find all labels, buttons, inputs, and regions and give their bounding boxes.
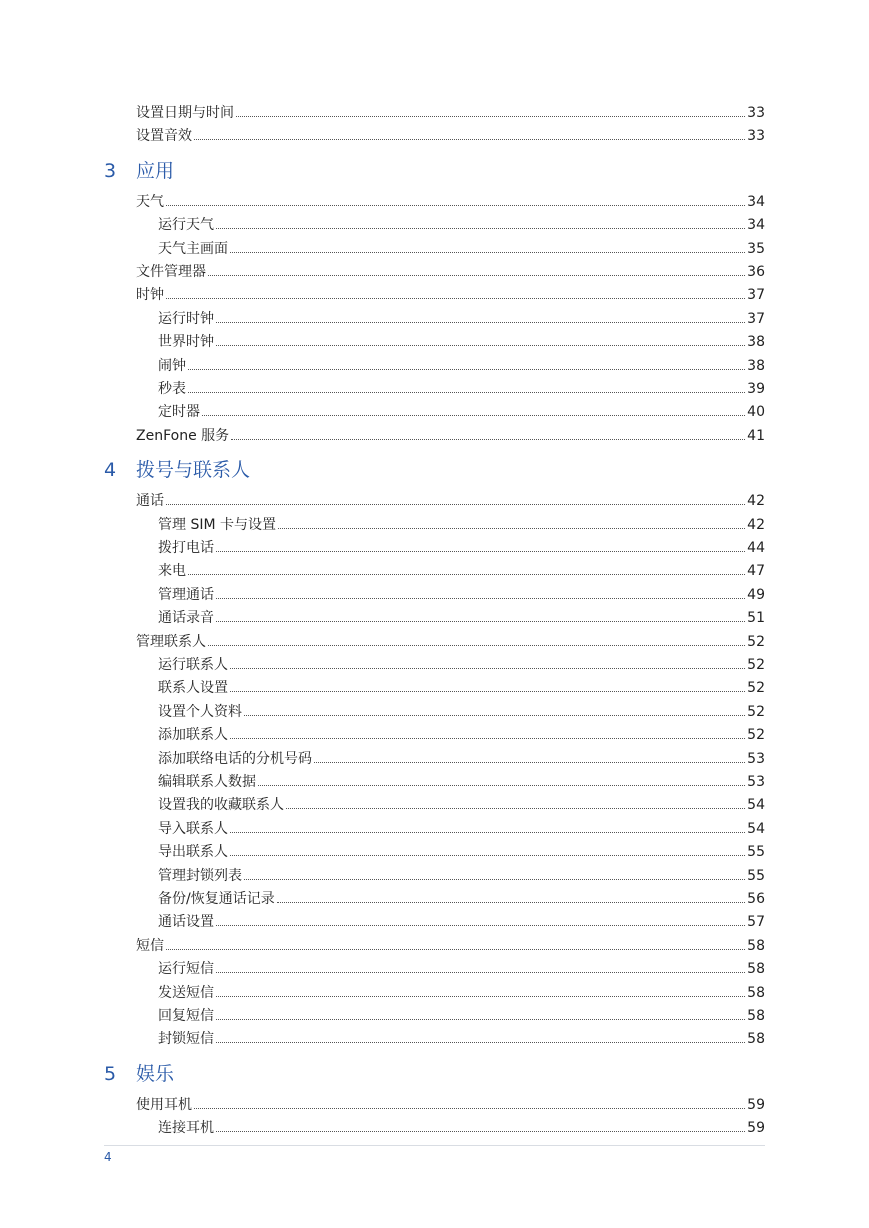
dot-leader xyxy=(166,949,745,950)
toc-entry[interactable] xyxy=(136,259,765,281)
dot-leader xyxy=(216,621,745,622)
toc-entry-page: 35 xyxy=(747,240,765,257)
toc-entry[interactable] xyxy=(158,746,765,768)
toc-entry-label: 添加联系人 xyxy=(158,727,228,744)
dot-leader xyxy=(277,902,745,903)
toc-entry-label: 短信 xyxy=(136,937,164,954)
toc-entry-page: 58 xyxy=(747,1031,765,1048)
toc-entry-page: 34 xyxy=(747,193,765,210)
chapter-title: 娱乐 xyxy=(136,1062,175,1085)
toc-entry-label: 天气 xyxy=(136,193,164,210)
toc-entry[interactable] xyxy=(136,189,765,211)
chapter-number: 3 xyxy=(104,159,117,182)
toc-entry[interactable] xyxy=(136,123,765,145)
toc-entry-page: 52 xyxy=(747,680,765,697)
toc-entry-label: 添加联络电话的分机号码 xyxy=(158,750,312,767)
dot-leader xyxy=(216,228,745,229)
toc-entry[interactable] xyxy=(158,329,765,351)
toc-entry-label: 导入联系人 xyxy=(158,820,228,837)
toc-entry[interactable] xyxy=(136,629,765,651)
toc-entry[interactable] xyxy=(158,212,765,234)
toc-entry[interactable] xyxy=(136,282,765,304)
toc-entry-page: 49 xyxy=(747,586,765,603)
toc-entry-page: 37 xyxy=(747,310,765,327)
toc-entry-page: 52 xyxy=(747,657,765,673)
toc-entry-page: 51 xyxy=(747,610,765,627)
toc-entry[interactable] xyxy=(158,816,765,838)
toc-entry-label: 管理封锁列表 xyxy=(158,867,242,884)
toc-entry[interactable] xyxy=(158,558,765,580)
toc-entry-label: 设置日期与时间 xyxy=(136,105,234,121)
toc-entry-page: 38 xyxy=(747,357,765,374)
dot-leader xyxy=(286,808,745,809)
toc-entry-page: 47 xyxy=(747,563,765,580)
toc-entry[interactable] xyxy=(158,956,765,978)
toc-entry-page: 33 xyxy=(747,128,765,145)
toc-entry[interactable] xyxy=(158,399,765,421)
dot-leader xyxy=(194,1108,745,1109)
toc-entry-page: 40 xyxy=(747,404,765,421)
toc-entry-label: 闹钟 xyxy=(158,357,186,374)
chapter-number: 4 xyxy=(104,459,117,482)
chapter-title: 拨号与联系人 xyxy=(136,459,251,482)
footer-divider xyxy=(104,1145,765,1146)
dot-leader xyxy=(230,252,745,253)
dot-leader xyxy=(244,715,745,716)
toc-entry[interactable] xyxy=(158,769,765,791)
toc-entry[interactable] xyxy=(136,933,765,955)
dot-leader xyxy=(202,415,745,416)
dot-leader xyxy=(216,551,745,552)
toc-entry-label: 运行联系人 xyxy=(158,657,228,673)
toc-entry-page: 34 xyxy=(747,217,765,234)
toc-entry[interactable] xyxy=(136,1092,765,1114)
toc-entry-label: 通话录音 xyxy=(158,610,214,627)
chapter-heading xyxy=(0,1060,765,1086)
toc-entry-page: 55 xyxy=(747,867,765,884)
toc-entry-page: 42 xyxy=(747,493,765,510)
toc-entry-label: 管理通话 xyxy=(158,586,214,603)
toc-entry-label: 管理联系人 xyxy=(136,633,206,650)
toc-entry[interactable] xyxy=(158,1026,765,1048)
toc-entry-page: 59 xyxy=(747,1096,765,1113)
toc-entry-label: 发送短信 xyxy=(158,984,214,1001)
toc-entry-label: 设置个人资料 xyxy=(158,703,242,720)
toc-entry-label: 备份/恢复通话记录 xyxy=(158,891,275,907)
dot-leader xyxy=(216,322,745,323)
toc-entry-label: 定时器 xyxy=(158,404,200,421)
dot-leader xyxy=(216,996,745,997)
dot-leader xyxy=(258,785,745,786)
toc-entry-label: 连接耳机 xyxy=(158,1120,214,1137)
toc-entry-label: 管理 SIM 卡与设置 xyxy=(158,516,276,533)
dot-leader xyxy=(166,205,745,206)
toc-entry[interactable] xyxy=(158,582,765,604)
dot-leader xyxy=(230,855,745,856)
dot-leader xyxy=(216,345,745,346)
toc-entry-page: 52 xyxy=(747,703,765,720)
toc-entry-page: 42 xyxy=(747,516,765,533)
toc-entry[interactable] xyxy=(158,512,765,534)
toc-entry-label: 编辑联系人数据 xyxy=(158,774,256,790)
toc-entry[interactable] xyxy=(136,423,765,445)
toc-entry[interactable] xyxy=(158,863,765,885)
toc-entry-page: 52 xyxy=(747,633,765,650)
dot-leader xyxy=(166,298,745,299)
toc-entry[interactable] xyxy=(158,699,765,721)
toc-entry-label: 封锁短信 xyxy=(158,1031,214,1048)
toc-entry-label: 使用耳机 xyxy=(136,1096,192,1113)
toc-entry-label: 世界时钟 xyxy=(158,334,214,351)
toc-entry-page: 33 xyxy=(747,105,765,121)
toc-entry-page: 56 xyxy=(747,891,765,907)
toc-entry-label: 文件管理器 xyxy=(136,264,206,280)
toc-entry[interactable] xyxy=(158,980,765,1002)
toc-entry-page: 36 xyxy=(747,264,765,280)
toc-entry[interactable] xyxy=(158,605,765,627)
toc-entry[interactable] xyxy=(158,306,765,328)
toc-entry-page: 37 xyxy=(747,287,765,304)
toc-entry-page: 55 xyxy=(747,844,765,861)
dot-leader xyxy=(216,1131,745,1132)
toc-entry[interactable] xyxy=(158,1003,765,1025)
toc-entry[interactable] xyxy=(158,353,765,375)
dot-leader xyxy=(208,275,745,276)
dot-leader xyxy=(230,738,745,739)
toc-entry-page: 58 xyxy=(747,961,765,978)
toc-entry[interactable] xyxy=(158,886,765,908)
dot-leader xyxy=(230,691,745,692)
dot-leader xyxy=(166,504,745,505)
chapter-heading xyxy=(0,456,765,482)
toc-entry-label: 通话 xyxy=(136,493,164,510)
toc-entry-label: 来电 xyxy=(158,563,186,580)
toc-entry-label: 设置音效 xyxy=(136,128,192,145)
dot-leader xyxy=(216,1042,745,1043)
dot-leader xyxy=(194,139,745,140)
toc-entry[interactable] xyxy=(158,376,765,398)
dot-leader xyxy=(278,528,745,529)
toc-entry[interactable] xyxy=(136,488,765,510)
toc-entry[interactable] xyxy=(158,675,765,697)
dot-leader xyxy=(208,645,745,646)
dot-leader xyxy=(216,598,745,599)
toc-entry-page: 53 xyxy=(747,774,765,790)
toc-entry-label: 秒表 xyxy=(158,381,186,397)
chapter-number: 5 xyxy=(104,1062,117,1085)
toc-entry-page: 57 xyxy=(747,914,765,931)
toc-entry[interactable] xyxy=(158,236,765,258)
toc-entry-page: 58 xyxy=(747,937,765,954)
chapter-heading xyxy=(0,157,765,183)
toc-entry-page: 59 xyxy=(747,1120,765,1137)
toc-entry-label: 时钟 xyxy=(136,287,164,304)
toc-entry-label: 拨打电话 xyxy=(158,540,214,556)
toc-entry-page: 53 xyxy=(747,750,765,767)
dot-leader xyxy=(216,925,745,926)
dot-leader xyxy=(216,972,745,973)
toc-entry-page: 41 xyxy=(747,427,765,444)
toc-entry[interactable] xyxy=(158,792,765,814)
toc-entry-page: 54 xyxy=(747,820,765,837)
dot-leader xyxy=(244,879,745,880)
dot-leader xyxy=(230,668,745,669)
toc-entry-page: 38 xyxy=(747,334,765,351)
toc-entry-label: 设置我的收藏联系人 xyxy=(158,797,284,814)
toc-entry-page: 44 xyxy=(747,540,765,556)
toc-entry[interactable] xyxy=(158,652,765,674)
dot-leader xyxy=(236,116,745,117)
dot-leader xyxy=(188,574,745,575)
toc-entry-label: 运行短信 xyxy=(158,961,214,978)
dot-leader xyxy=(231,439,745,440)
toc-entry[interactable] xyxy=(136,100,765,122)
toc-entry[interactable] xyxy=(158,535,765,557)
dot-leader xyxy=(188,392,745,393)
toc-entry-label: ZenFone 服务 xyxy=(136,427,230,444)
dot-leader xyxy=(314,762,745,763)
toc-entry-label: 运行天气 xyxy=(158,217,214,234)
dot-leader xyxy=(188,369,745,370)
toc-entry-label: 通话设置 xyxy=(158,914,214,931)
dot-leader xyxy=(230,832,745,833)
toc-entry-label: 天气主画面 xyxy=(158,240,228,257)
toc-entry[interactable] xyxy=(158,722,765,744)
toc-entry[interactable] xyxy=(158,909,765,931)
page-number: 4 xyxy=(104,1150,112,1164)
toc-entry-page: 58 xyxy=(747,1008,765,1024)
toc-entry-page: 39 xyxy=(747,381,765,397)
toc-entry-label: 联系人设置 xyxy=(158,680,228,697)
toc-entry-page: 52 xyxy=(747,727,765,744)
toc-entry-page: 58 xyxy=(747,984,765,1001)
chapter-title: 应用 xyxy=(136,159,175,182)
dot-leader xyxy=(216,1019,745,1020)
toc-entry-label: 回复短信 xyxy=(158,1008,214,1024)
toc-entry-page: 54 xyxy=(747,797,765,814)
toc-entry[interactable] xyxy=(158,1115,765,1137)
toc-entry-label: 运行时钟 xyxy=(158,310,214,327)
toc-entry-label: 导出联系人 xyxy=(158,844,228,861)
toc-entry[interactable] xyxy=(158,839,765,861)
